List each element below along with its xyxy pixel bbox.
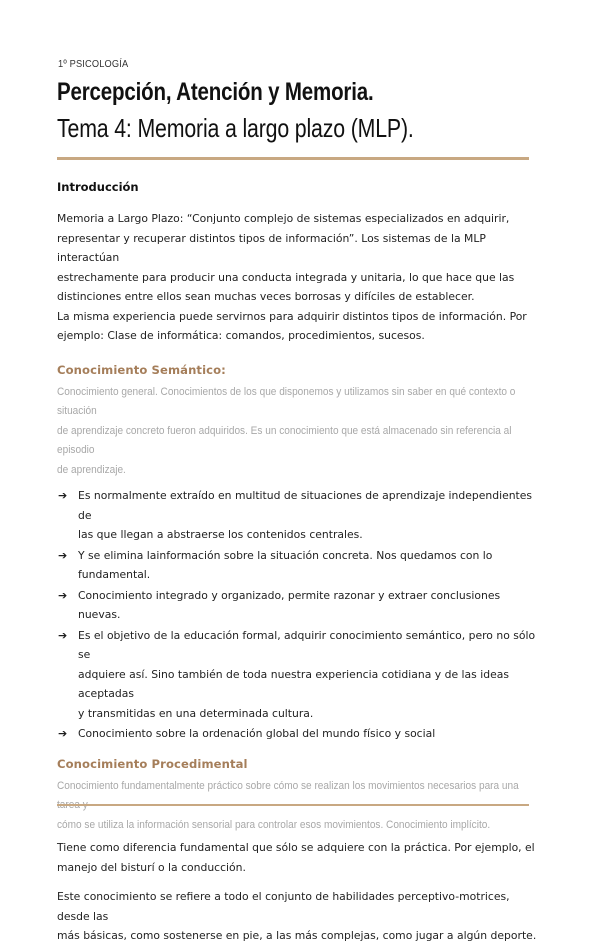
semantic-definition-line: de aprendizaje.: [57, 463, 126, 476]
list-item-line: Es el objetivo de la educación formal, adquirir conocimiento semántico, pero no sólo se: [78, 628, 536, 661]
list-item-line: fundamental.: [78, 568, 151, 581]
list-item-line: Es normalmente extraído en multitud de situaciones de aprendizaje independientes de: [78, 489, 533, 522]
intro-line: distinciones entre ellos sean muchas veces borrosas y difíciles de establecer.: [57, 290, 475, 303]
list-item: [57, 486, 543, 545]
procedural-definition-line: Conocimiento fundamentalmente práctico sobre cómo se realizan los movimientos necesarios para una: [57, 779, 519, 792]
list-item: [57, 546, 543, 585]
intro-line: representar y recuperar distintos tipos de información”. Los sistemas de la MLP interactúan: [57, 231, 486, 264]
semantic-definition-line: de aprendizaje concreto fueron adquiridos. Es un conocimiento que está almacenado sin referencia al episodio: [57, 424, 512, 456]
intro-line: Memoria a Largo Plazo: “Conjunto complejo de sistemas especializados en adquirir,: [57, 212, 510, 225]
semantic-heading: Conocimiento Semántico:: [57, 362, 226, 377]
paragraph-line: manejo del bisturí o la conducción.: [57, 860, 246, 874]
arrow-right-icon: ➔: [58, 628, 68, 642]
procedural-heading: Conocimiento Procedimental: [57, 756, 248, 771]
paragraph-line: más básicas, como sostenerse en pie, a las más complejas, como jugar a algún deporte.: [57, 929, 537, 942]
semantic-bullet-list: [57, 486, 543, 744]
arrow-right-icon: ➔: [58, 489, 68, 502]
arrow-right-icon: ➔: [58, 548, 68, 562]
document-body: [57, 180, 543, 946]
list-item: [57, 626, 543, 724]
course-label: 1º PSICOLOGÍA: [58, 58, 129, 70]
list-item-line: y transmitidas en una determinada cultura.: [78, 706, 314, 720]
semantic-definition: [57, 383, 543, 481]
list-item-line: Y se elimina lainformación sobre la situación concreta. Nos quedamos con lo: [78, 548, 493, 562]
list-item-line: Conocimiento sobre la ordenación global del mundo físico y social: [78, 727, 436, 740]
intro-line: estrechamente para producir una conducta integrada y unitaria, lo que hace que las: [57, 270, 515, 284]
page-title: Percepción, Atención y Memoria.: [57, 78, 374, 106]
list-item-line: las que llegan a abstraerse los contenidos centrales.: [78, 528, 363, 541]
intro-line: La misma experiencia puede servirnos para adquirir distintos tipos de información. Por: [57, 309, 527, 323]
procedural-definition-line: cómo se utiliza la información sensorial para controlar esos movimientos. Conocimiento implícito.: [57, 818, 491, 831]
list-item: [57, 586, 543, 625]
paragraph-line: Tiene como diferencia fundamental que sólo se adquiere con la práctica. Por ejemplo, el: [57, 841, 535, 854]
intro-paragraph: [57, 209, 543, 346]
footer-divider: [57, 804, 529, 806]
arrow-right-icon: ➔: [58, 588, 68, 602]
list-item-line: Conocimiento integrado y organizado, permite razonar y extraer conclusiones nuevas.: [78, 588, 501, 621]
header-divider: [57, 157, 529, 160]
semantic-definition-line: Conocimiento general. Conocimientos de los que disponemos y utilizamos sin saber en qué contexto o situación: [57, 385, 516, 417]
intro-line: ejemplo: Clase de informática: comandos, procedimientos, sucesos.: [57, 329, 425, 342]
arrow-right-icon: ➔: [58, 727, 68, 740]
procedural-paragraph-2: [57, 887, 543, 946]
procedural-paragraph-1: [57, 838, 543, 877]
paragraph-line: Este conocimiento se refiere a todo el conjunto de habilidades perceptivo-motrices, desde las: [57, 890, 510, 923]
list-item: [57, 724, 543, 744]
page-subtitle: Tema 4: Memoria a largo plazo (MLP).: [57, 113, 414, 143]
list-item-line: adquiere así. Sino también de toda nuestra experiencia cotidiana y de las ideas aceptadas: [78, 667, 509, 700]
intro-heading: Introducción: [57, 180, 139, 194]
